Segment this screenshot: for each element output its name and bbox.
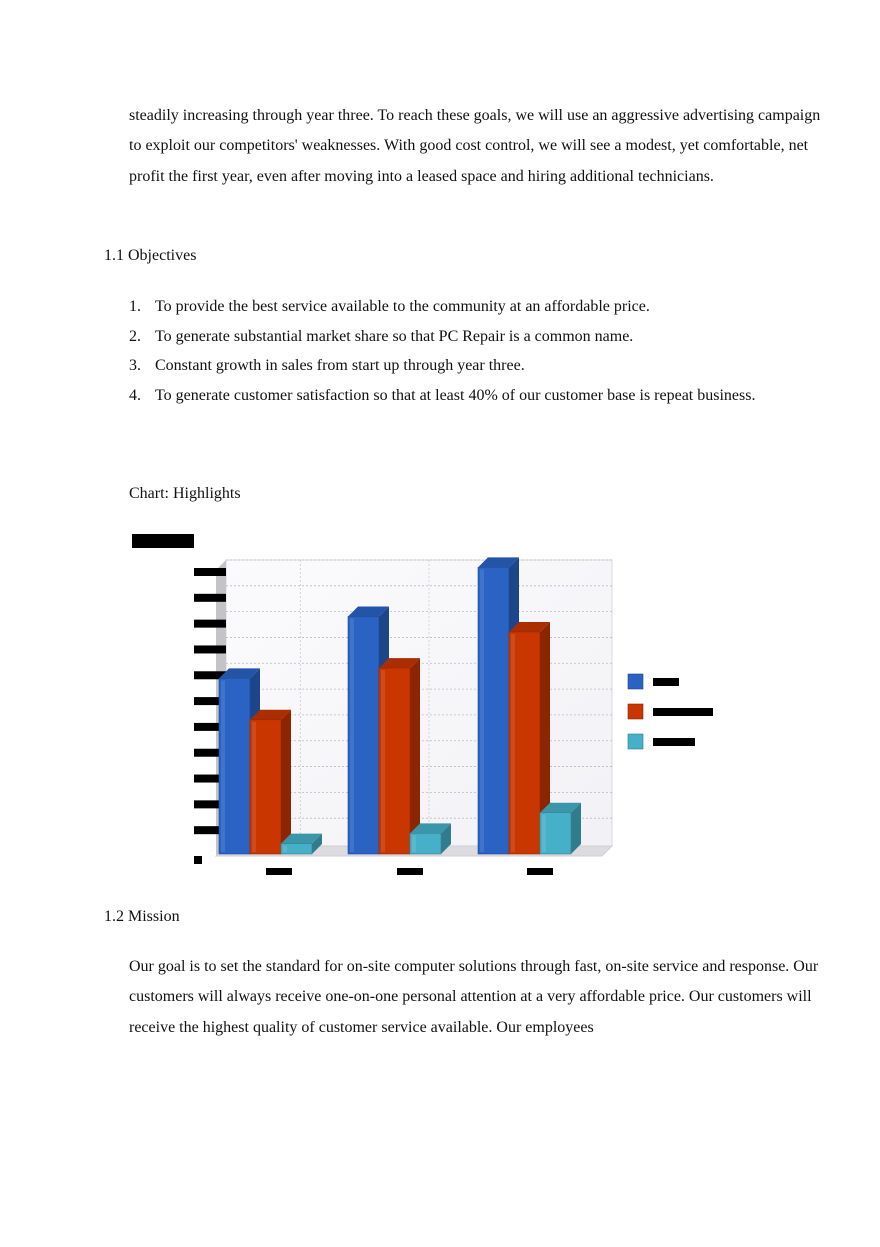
x-tick-label-redacted bbox=[397, 868, 423, 875]
y-tick-label-redacted bbox=[194, 568, 226, 576]
legend-label-redacted bbox=[653, 678, 679, 686]
bar-highlight bbox=[511, 634, 515, 852]
bar-highlight bbox=[412, 835, 416, 852]
list-item-number: 2. bbox=[129, 327, 141, 345]
chart-caption: Chart: Highlights bbox=[129, 485, 241, 502]
list-item-number: 4. bbox=[129, 387, 141, 405]
bar-highlight bbox=[350, 618, 354, 852]
y-tick-label-redacted bbox=[194, 645, 226, 653]
bar-highlight bbox=[283, 846, 287, 852]
legend-label-redacted bbox=[653, 708, 713, 716]
list-item-number: 1. bbox=[129, 298, 141, 315]
list-item bbox=[129, 322, 755, 352]
bar-highlight bbox=[221, 680, 225, 852]
legend-label-redacted bbox=[653, 738, 695, 746]
mission-heading: 1.2 Mission bbox=[104, 908, 180, 925]
x-tick-label-redacted bbox=[266, 868, 292, 875]
list-item-number: 3. bbox=[129, 357, 141, 375]
mission-paragraph: Our goal is to set the standard for on-site computer solutions through fast, on-site service and response. Our customers will always receive one-on-one personal attention at a very affordable price. Our customers will receive the highest quality of customer service available. Our employees bbox=[129, 958, 819, 1036]
x-tick-label-redacted bbox=[527, 868, 553, 875]
bar-highlight bbox=[381, 670, 385, 852]
y-tick-label-redacted bbox=[194, 856, 202, 864]
bar-side bbox=[281, 710, 291, 854]
bar-side bbox=[410, 658, 420, 854]
intro-continuation-paragraph: steadily increasing through year three. To reach these goals, we will use an aggressive advertising campaign to exploit our competitors' weaknesses. With good cost control, we will see a modest, yet comfortable, net profit the first year, even after moving into a leased space and hiring additional technicians. bbox=[129, 107, 821, 185]
list-item-text: To generate customer satisfaction so that at least 40% of our customer base is repeat business. bbox=[155, 387, 756, 405]
chart-title-redacted bbox=[132, 534, 194, 548]
legend-swatch bbox=[628, 674, 643, 689]
bar-highlight bbox=[252, 722, 256, 852]
y-tick-label-redacted bbox=[194, 594, 226, 602]
list-item-text: To generate substantial market share so that PC Repair is a common name. bbox=[155, 327, 634, 345]
bar-highlight bbox=[480, 569, 484, 852]
objectives-heading: 1.1 Objectives bbox=[104, 247, 197, 264]
y-tick-label-redacted bbox=[194, 620, 226, 628]
legend-swatch bbox=[628, 704, 643, 719]
objectives-list bbox=[129, 292, 755, 411]
list-item bbox=[129, 351, 755, 381]
highlights-bar-chart bbox=[126, 528, 726, 882]
list-item bbox=[129, 381, 755, 411]
list-item bbox=[129, 292, 755, 322]
bar-highlight bbox=[542, 815, 546, 852]
list-item-text: Constant growth in sales from start up through year three. bbox=[155, 357, 525, 375]
legend-swatch bbox=[628, 734, 643, 749]
list-item-text: To provide the best service available to the community at an affordable price. bbox=[155, 298, 650, 315]
